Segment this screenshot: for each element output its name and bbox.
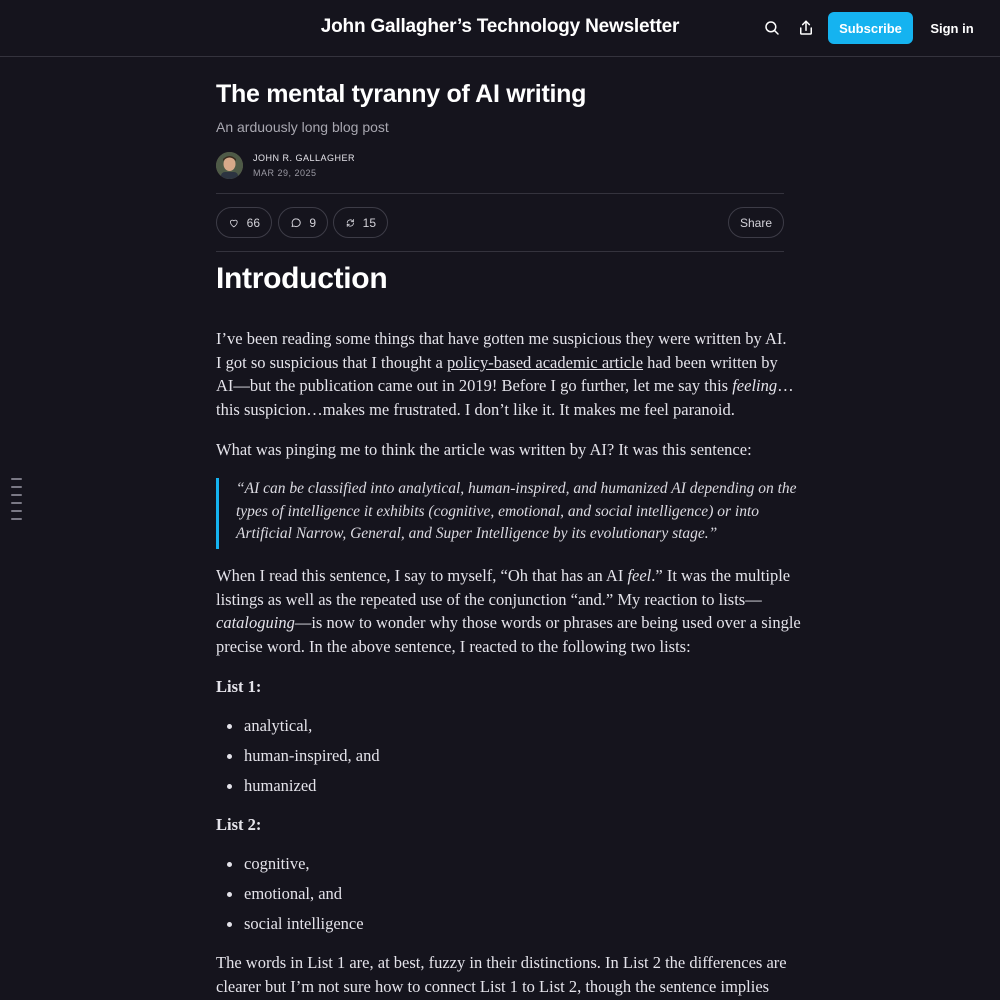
blockquote: “AI can be classified into analytical, human-inspired, and humanized AI depending on the types of intelligence it exhibits (cognitive, emotional, and social intelligence) or into Artificial Narrow, General, and Super Intelligence by its evolutionary stage.” bbox=[216, 478, 784, 549]
share-button[interactable] bbox=[789, 11, 823, 45]
list-item: human-inspired, and bbox=[244, 744, 380, 768]
top-bar bbox=[0, 0, 1000, 57]
paragraph: I’ve been reading some things that have gotten me suspicious they were written by AI. I got so suspicious that I thought a policy-based academic article had been written by AI—but the publication came out in 2019! Before I go further, let me say this feeling… this suspicion…makes me frustrated. I don’t like it. It makes me feel paranoid. bbox=[216, 329, 794, 420]
heart-icon bbox=[228, 215, 240, 231]
author-avatar[interactable] bbox=[216, 152, 243, 179]
comment-button[interactable] bbox=[278, 207, 328, 238]
table-of-contents-toggle[interactable] bbox=[11, 478, 22, 526]
comment-icon bbox=[290, 215, 302, 231]
list-item: social intelligence bbox=[244, 912, 364, 936]
list-label: List 1: bbox=[216, 677, 262, 696]
post-date: MAR 29, 2025 bbox=[253, 168, 317, 178]
section-heading: Introduction bbox=[216, 262, 388, 295]
post-subtitle: An arduously long blog post bbox=[216, 119, 389, 135]
paragraph: What was pinging me to think the article was written by AI? It was this sentence: bbox=[216, 440, 752, 459]
list-item: cognitive, bbox=[244, 852, 310, 876]
divider bbox=[216, 251, 784, 252]
search-button[interactable] bbox=[755, 11, 789, 45]
subscribe-button[interactable]: Subscribe bbox=[828, 12, 913, 44]
post-title: The mental tyranny of AI writing bbox=[216, 80, 587, 108]
like-count: 66 bbox=[246, 215, 260, 230]
restack-count: 15 bbox=[362, 215, 376, 230]
policy-article-link[interactable]: policy-based academic article bbox=[446, 352, 644, 372]
divider bbox=[216, 193, 784, 194]
sign-in-button[interactable]: Sign in bbox=[930, 20, 974, 36]
publication-title[interactable]: John Gallagher’s Technology Newsletter bbox=[320, 16, 680, 37]
paragraph: When I read this sentence, I say to myself, “Oh that has an AI feel.” It was the multiple listings as well as the repeated use of the conjunction “and.” My reaction to lists— cataloguing—is now to wonder why those words or phrases are being used over a single precise word. In the above sentence, I reacted to the following two lists: bbox=[216, 566, 801, 657]
share-post-button[interactable] bbox=[728, 207, 784, 238]
paragraph: The words in List 1 are, at best, fuzzy in their distinctions. In List 2 the differences are clearer but I’m not sure how to connect List 1 to List 2, though the sentence implies bbox=[216, 953, 787, 996]
list-item: emotional, and bbox=[244, 882, 342, 906]
author-name[interactable]: JOHN R. GALLAGHER bbox=[253, 153, 356, 163]
list-item: humanized bbox=[244, 774, 316, 798]
restack-icon bbox=[345, 215, 356, 231]
list-label: List 2: bbox=[216, 815, 262, 834]
share-label: Share bbox=[739, 215, 773, 230]
comment-count: 9 bbox=[309, 215, 316, 230]
share-icon bbox=[797, 19, 815, 37]
restack-button[interactable] bbox=[333, 207, 388, 238]
like-button[interactable] bbox=[216, 207, 272, 238]
list-item: analytical, bbox=[244, 714, 312, 738]
search-icon bbox=[763, 19, 781, 37]
